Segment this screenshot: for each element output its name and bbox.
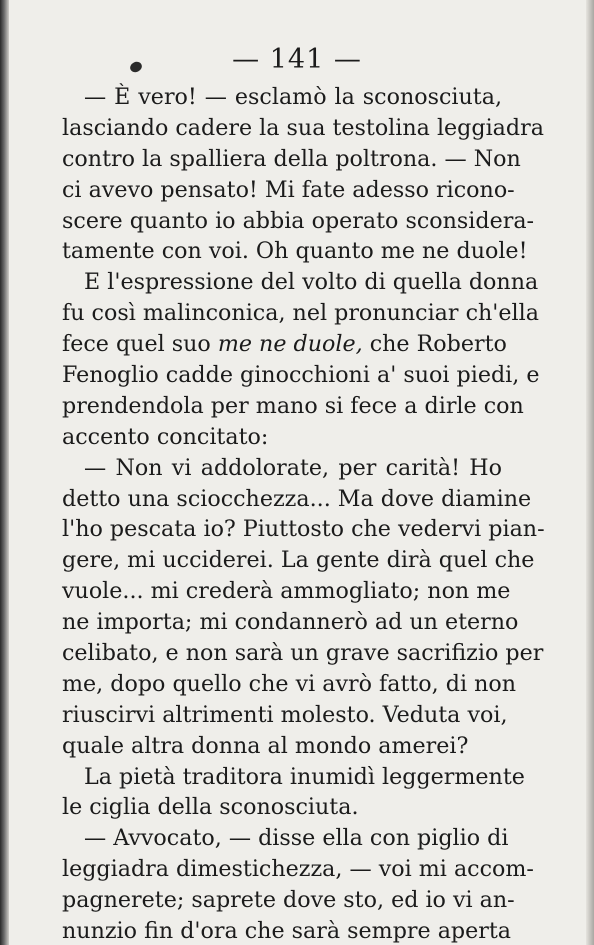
text-line: lasciando cadere la sua testolina leggiadra [62,114,544,141]
text-segment: che Roberto [362,331,507,358]
text-line: leggiadra dimestichezza, — voi mi accom- [62,856,534,883]
page-edge [586,0,594,945]
text-line: prendendola per mano si fece a dirle con [62,392,524,419]
text-line: me, dopo quello che vi avrò fatto, di non [62,670,517,697]
text-line: — Non vi addolorate, per carità! Ho [84,454,502,481]
text-line: E l'espressione del volto di quella donna [84,269,539,296]
text-line: Fenoglio cadde ginocchioni a' suoi piedi, e [62,362,540,389]
text-line [62,329,507,360]
text-line: celibato, e non sarà un grave sacrifizio per [62,640,544,667]
text-line: ne importa; mi condannerò ad un eterno [62,609,519,636]
text-segment: fece quel suo [62,331,218,358]
page-number: — 141 — [232,44,362,75]
text-line: l'ho pescata io? Piuttosto che vedervi pian- [62,516,545,543]
text-line: — È vero! — esclamò la sconosciuta, [84,84,502,110]
text-line: accento concitato: [62,423,269,450]
text-line: nunzio fin d'ora che sarà sempre aperta [62,918,512,945]
text-line: ci avevo pensato! Mi fate adesso ricono- [62,176,515,203]
text-line: gere, mi ucciderei. La gente dirà quel che [62,547,535,574]
text-line: scere quanto io abbia operato sconsidera- [62,207,535,234]
body-text [62,82,545,945]
text-line: fu così malinconica, nel pronunciar ch'ella [62,300,539,327]
text-line: contro la spalliera della poltrona. — Non [62,145,521,172]
binding-shadow [0,0,9,945]
italic-phrase: me ne duole, [217,331,363,358]
text-line: pagnerete; saprete dove sto, ed io vi an- [62,887,515,914]
text-line: tamente con voi. Oh quanto me ne duole! [62,238,528,265]
text-line: detto una sciocchezza... Ma dove diamine [62,485,532,512]
text-line: le ciglia della sconosciuta. [62,794,359,821]
text-line: vuole... mi crederà ammogliato; non me [62,578,511,605]
text-line: La pietà traditora inumidì leggermente [84,763,525,790]
text-line: riuscirvi altrimenti molesto. Veduta voi, [62,701,508,728]
text-line: — Avvocato, — disse ella con piglio di [84,825,509,852]
text-line: quale altra donna al mondo amerei? [62,732,469,759]
